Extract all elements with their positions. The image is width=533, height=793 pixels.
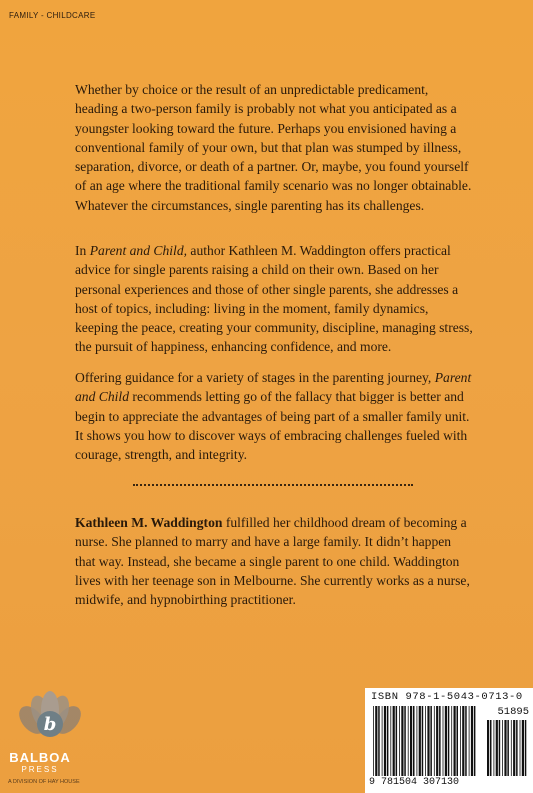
author-name: Kathleen M. Waddington	[75, 515, 223, 530]
paragraph-lead: In	[75, 243, 90, 258]
paragraph-rest: author Kathleen M. Waddington offers practical advice for single parents raising a child on their own. Based on her personal experiences and those of other single parents, she addresses a host of topics, including: living in the moment, family dynamics, keeping the peace, creating your community, discipline, managing stress, the pursuit of happiness, enhancing confidence, and more.	[75, 243, 473, 355]
lotus-b-logo-icon	[10, 688, 120, 793]
description-paragraph-3	[75, 368, 474, 464]
barcode-bar	[422, 706, 424, 776]
ean-digits: 9 781504 307130	[369, 777, 460, 788]
price-code: 51895	[497, 706, 529, 718]
barcode-bar	[490, 720, 492, 776]
barcode-bar	[507, 720, 509, 776]
barcode-bar	[382, 706, 383, 776]
barcode-bar	[496, 720, 498, 776]
author-bio	[75, 513, 474, 609]
paragraph-text	[75, 241, 474, 357]
barcode-bar	[419, 706, 421, 776]
barcode-bar	[462, 706, 464, 776]
isbn-barcode	[365, 688, 533, 793]
isbn-text: ISBN 978-1-5043-0713-0	[371, 691, 523, 703]
addon-barcode-bars-icon	[487, 720, 527, 776]
paragraph-lead: Offering guidance for a variety of stages in the parenting journey,	[75, 370, 435, 385]
barcode-bar	[520, 720, 521, 776]
description-paragraph-2	[75, 241, 474, 357]
barcode-bar	[471, 706, 473, 776]
barcode-bar	[513, 720, 515, 776]
paragraph-rest: recommends letting go of the fallacy that bigger is better and begin to appreciate the advantages of being part of a smaller family unit. It shows you how to discover ways of embracing challenges fueled with courage, strength, and integrity.	[75, 389, 470, 463]
barcode-bar	[502, 720, 503, 776]
barcode-bar	[378, 706, 380, 776]
barcode-bar	[410, 706, 412, 776]
barcode-bar	[494, 720, 495, 776]
barcode-bar	[439, 706, 441, 776]
barcode-bar	[516, 720, 518, 776]
barcode-bar	[393, 706, 395, 776]
barcode-bar	[427, 706, 429, 776]
barcode-bar	[451, 706, 452, 776]
barcode-bar	[465, 706, 467, 776]
publisher-name: BALBOA	[9, 750, 71, 765]
barcode-bar	[511, 720, 512, 776]
barcode-bar	[469, 706, 470, 776]
logo-letter: b	[43, 714, 57, 735]
barcode-bar	[375, 706, 377, 776]
barcode-bar	[399, 706, 400, 776]
publisher-division: A DIVISION OF HAY HOUSE	[8, 779, 80, 785]
barcode-bar	[408, 706, 409, 776]
barcode-bar	[522, 720, 524, 776]
barcode-bar	[487, 720, 489, 776]
barcode-bar	[499, 720, 501, 776]
barcode-bar	[474, 706, 476, 776]
barcode-bar	[460, 706, 461, 776]
barcode-bar	[430, 706, 432, 776]
barcode-bar	[443, 706, 444, 776]
barcode-bar	[404, 706, 406, 776]
category-label: FAMILY - CHILDCARE	[9, 11, 96, 20]
barcode-bar	[390, 706, 391, 776]
paragraph-text	[75, 368, 474, 464]
barcode-bars-icon	[373, 706, 478, 776]
paragraph-text: Whether by choice or the result of an unpredictable predicament, heading a two-person family is probably not what you anticipated as a youngster looking toward the future. Perhaps you envisioned having a conventional family of your own, but that plan was stumped by illness, separation, divorce, or death of a partner. Or, maybe, you found yourself of an age where the traditional family scenario was no longer obtainable. Whatever the circumstances, single parenting has its challenges.	[75, 82, 472, 213]
bio-rest: fulfilled her childhood dream of becoming a nurse. She planned to marry and have a large family. It didn’t happen that way. Instead, she became a single parent to one child. Waddington lives with her teenage son in Melbourne. She currently works as a nurse, midwife, and hypnobirthing practitioner.	[75, 515, 470, 608]
barcode-bar	[401, 706, 403, 776]
publisher-sub: PRESS	[21, 765, 59, 774]
barcode-bar	[454, 706, 456, 776]
book-title: Parent and Child,	[89, 243, 188, 258]
barcode-bar	[525, 720, 527, 776]
dotted-divider	[133, 484, 413, 486]
barcode-bar	[504, 720, 506, 776]
barcode-bar	[448, 706, 450, 776]
barcode-bar	[384, 706, 386, 776]
bio-text	[75, 513, 474, 609]
barcode-bar	[373, 706, 374, 776]
barcode-bar	[425, 706, 426, 776]
barcode-bar	[396, 706, 398, 776]
description-paragraph-1	[75, 80, 474, 215]
barcode-bar	[436, 706, 438, 776]
barcode-bar	[445, 706, 447, 776]
barcode-bar	[434, 706, 435, 776]
barcode-bar	[457, 706, 459, 776]
barcode-bar	[413, 706, 415, 776]
barcode-bar	[417, 706, 418, 776]
barcode-bar	[387, 706, 389, 776]
book-title: Parent and Child	[75, 370, 472, 405]
